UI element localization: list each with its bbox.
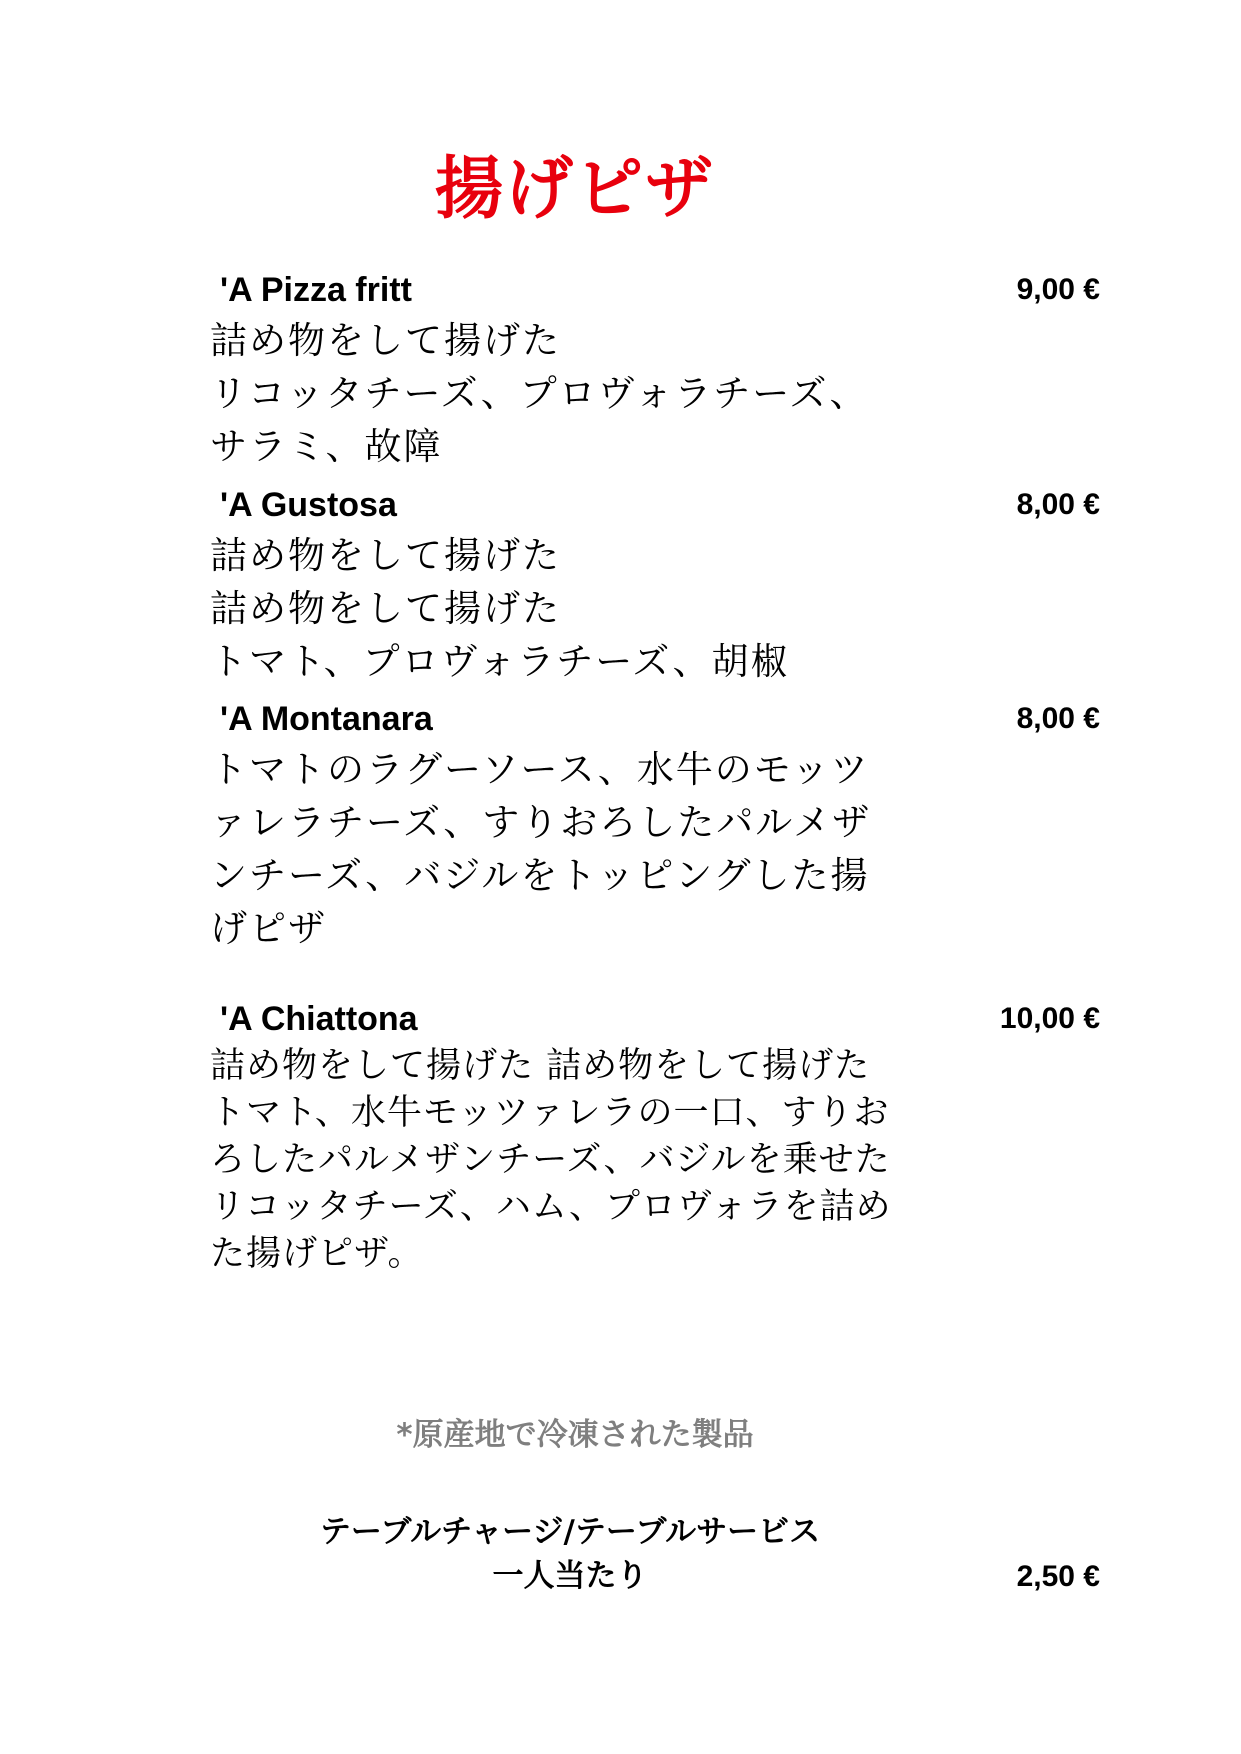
description-line: トマト、プロヴォラチーズ、胡椒: [210, 640, 790, 683]
menu-item-chiattona: [210, 997, 1100, 1297]
description-line: サラミ、故障: [210, 425, 443, 468]
item-name: 'A Montanara: [220, 700, 433, 738]
description-line: トマトのラグーソース、水牛のモッツ: [210, 748, 870, 791]
description-line: トマト、水牛モッツァレラの一口、すりお: [210, 1093, 890, 1133]
menu-item-pizza-fritt: [210, 268, 1100, 468]
item-description: [210, 529, 930, 688]
item-description: [210, 1043, 930, 1278]
item-price: 9,00 €: [1016, 273, 1100, 306]
item-description: [210, 314, 930, 473]
item-description: [210, 743, 930, 955]
item-name: 'A Gustosa: [220, 486, 397, 524]
description-line: 詰め物をして揚げた 詰め物をして揚げた: [210, 1046, 871, 1086]
item-price: 8,00 €: [1016, 702, 1100, 735]
frozen-product-note: *原産地で冷凍された製品: [396, 1417, 754, 1453]
menu-item-gustosa: [210, 483, 1100, 683]
description-line: 詰め物をして揚げた: [210, 534, 561, 577]
description-line: ァレラチーズ、すりおろしたパルメザ: [210, 801, 872, 844]
item-name: 'A Pizza fritt: [220, 271, 412, 309]
cover-charge-line-1: テーブルチャージ/テーブルサービス: [319, 1514, 821, 1550]
item-price: 8,00 €: [1016, 488, 1100, 521]
description-line: リコッタチーズ、ハム、プロヴォラを詰め: [210, 1187, 892, 1227]
menu-title: 揚げピザ: [434, 150, 715, 229]
cover-charge-line-2: 一人当たり: [492, 1558, 648, 1594]
description-line: た揚げピザ。: [210, 1234, 424, 1274]
cover-charge-price: 2,50 €: [1016, 1560, 1100, 1593]
description-line: リコッタチーズ、プロヴォラチーズ、: [210, 372, 869, 415]
item-price: 10,00 €: [999, 1002, 1100, 1035]
description-line: ンチーズ、バジルをトッピングした揚: [210, 854, 870, 897]
item-name: 'A Chiattona: [220, 1000, 418, 1038]
cover-charge-label: [290, 1510, 850, 1598]
menu-item-montanara: [210, 697, 1100, 957]
description-line: 詰め物をして揚げた: [210, 587, 561, 630]
description-line: げピザ: [210, 907, 327, 950]
description-line: 詰め物をして揚げた: [210, 319, 561, 362]
description-line: ろしたパルメザンチーズ、バジルを乗せた: [210, 1140, 891, 1180]
